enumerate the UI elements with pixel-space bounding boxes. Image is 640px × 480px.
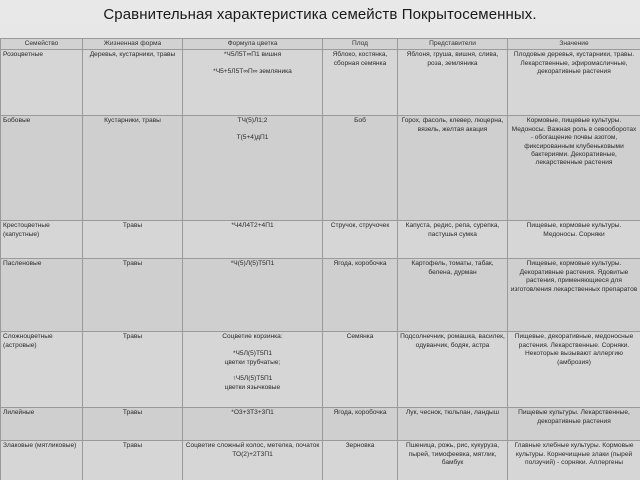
cell-representatives: Картофель, томаты, табак, белена, дурман — [398, 259, 508, 332]
cell-family: Бобовые — [1, 116, 83, 221]
cell-fruit: Яблоко, костянка, сборная семянка — [323, 50, 398, 116]
cell-representatives: Яблоня, груша, вишня, слива, роза, земляника — [398, 50, 508, 116]
cell-fruit: Ягода, коробочка — [323, 259, 398, 332]
header-formula: Формула цветка — [183, 39, 323, 50]
cell-significance: Пищевые, кормовые культуры. Медоносы. Сорняки — [508, 221, 640, 259]
cell-life-form: Травы — [83, 259, 183, 332]
table-row — [1, 116, 640, 221]
cell-fruit: Стручок, стручочек — [323, 221, 398, 259]
cell-formula: *Ч4Л4Т2+4П1 — [183, 221, 323, 259]
header-life-form: Жизненная форма — [83, 39, 183, 50]
header-family: Семейство — [1, 39, 83, 50]
cell-life-form: Деревья, кустарники, травы — [83, 50, 183, 116]
table-row — [1, 332, 640, 408]
cell-formula: Соцветие сложный колос, метелка, початок ТО(2)+2Т3П1 — [183, 441, 323, 480]
table-row — [1, 221, 640, 259]
cell-representatives: Пшеница, рожь, рис, кукуруза, пырей, тимофеевка, мятлик, бамбук — [398, 441, 508, 480]
cell-family: Сложноцветные (астровые) — [1, 332, 83, 408]
cell-representatives: Горох, фасоль, клевер, люцерна, вязель, желтая акация — [398, 116, 508, 221]
cell-representatives: Лук, чеснок, тюльпан, ландыш — [398, 408, 508, 441]
slide-title: Сравнительная характеристика семейств Покрытосеменных. — [103, 6, 537, 23]
cell-life-form: Травы — [83, 441, 183, 480]
cell-representatives: Капуста, редис, репа, сурепка, пастушья сумка — [398, 221, 508, 259]
cell-significance: Кормовые, пищевые культуры. Медоносы. Важная роль в севооборотах - обогащение почвы азотом, фиксированным клубеньковыми бактериями. Декоративные, лекарственные растения — [508, 116, 640, 221]
cell-fruit: Зерновка — [323, 441, 398, 480]
cell-family: Розоцветные — [1, 50, 83, 116]
cell-family: Крестоцветные (капустные) — [1, 221, 83, 259]
comparison-table-wrap — [0, 38, 640, 480]
cell-fruit: Боб — [323, 116, 398, 221]
cell-significance: Пищевые, декоративные, медоносные растения. Лекарственные. Сорняки. Некоторые вызывают аллергию (амброзия) — [508, 332, 640, 408]
table-row — [1, 441, 640, 480]
cell-formula: *О3+3Т3+3П1 — [183, 408, 323, 441]
header-fruit: Плод — [323, 39, 398, 50]
cell-fruit: Ягода, коробочка — [323, 408, 398, 441]
table-row — [1, 408, 640, 441]
cell-fruit: Семянка — [323, 332, 398, 408]
header-representatives: Представители — [398, 39, 508, 50]
comparison-table — [0, 38, 640, 480]
table-row — [1, 259, 640, 332]
cell-life-form: Кустарники, травы — [83, 116, 183, 221]
cell-formula: Соцветие корзинка: *Ч5Л(5)Т5П1 цветки трубчатые; ↑Ч5Л(5)Т5П1 цветки язычковые — [183, 332, 323, 408]
cell-significance: Главные хлебные культуры. Кормовые культуры. Корнечищные злаки (пырей ползучий) - сорняки. Аллергены — [508, 441, 640, 480]
table-header-row — [1, 39, 640, 50]
cell-significance: Плодовые деревья, кустарники, травы. Лекарственные, эфиромасличные, декоративные растения — [508, 50, 640, 116]
header-significance: Значение — [508, 39, 640, 50]
cell-formula: ТЧ(5)Л1;2 Т(5+4)дП1 — [183, 116, 323, 221]
cell-family: Пасленовые — [1, 259, 83, 332]
cell-life-form: Травы — [83, 221, 183, 259]
cell-representatives: Подсолнечник, ромашка, василек, одуванчик, бодяк, астра — [398, 332, 508, 408]
cell-life-form: Травы — [83, 332, 183, 408]
cell-formula: *Ч5Л5Т∞П1 вишня *Ч5+5Л5Т∞П∞ земляника — [183, 50, 323, 116]
cell-significance: Пищевые культуры. Лекарственные, декоративные растения — [508, 408, 640, 441]
table-row — [1, 50, 640, 116]
cell-family: Лилейные — [1, 408, 83, 441]
cell-significance: Пищевые, кормовые культуры. Декоративные растения. Ядовитые растения, применяющиеся для изготовления лекарственных препаратов — [508, 259, 640, 332]
cell-family: Злаковые (мятликовые) — [1, 441, 83, 480]
cell-formula: *Ч(5)Л(5)Т5П1 — [183, 259, 323, 332]
cell-life-form: Травы — [83, 408, 183, 441]
